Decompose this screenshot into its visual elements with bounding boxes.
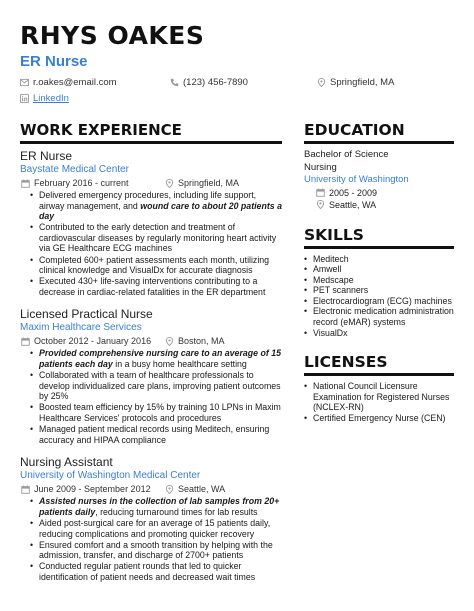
employer-name: Maxim Healthcare Services xyxy=(20,322,142,334)
job-bullet xyxy=(20,370,282,402)
job-meta xyxy=(20,483,282,495)
job-bullet xyxy=(20,424,282,445)
skill-item: • Electronic medication administration record (eMAR) systems xyxy=(304,306,454,327)
job-bullet xyxy=(20,348,282,369)
candidate-title: ER Nurse xyxy=(20,53,88,70)
bullet-text: Aided post-surgical care for an average of 15 patients daily, reducing complications and promoting quicker recovery xyxy=(39,517,271,539)
bullet-emphasis: Assisted nurses in the collection of lab samples from 20+ patients daily xyxy=(39,496,280,517)
bullet-text: Contributed to the early detection and treatment of cardiovascular diseases by regularly monitoring heart activity via GE Healthcare ECG machines xyxy=(39,222,277,254)
email-text[interactable]: r.oakes@email.com xyxy=(33,77,117,88)
bullet-emphasis: wound care to about 20 patients a day xyxy=(39,200,282,222)
job-bullet xyxy=(20,518,282,539)
employer-name: University of Washington Medical Center xyxy=(20,470,201,482)
bullet-text: Collaborated with a team of healthcare professionals to develop individualized care plans, improving patient outcomes by 25% xyxy=(39,370,281,402)
calendar-icon xyxy=(21,485,30,494)
job-title: Nursing Assistant xyxy=(20,455,113,470)
job-bullets xyxy=(20,348,282,445)
contact-email xyxy=(20,76,170,89)
bullet-text: Delivered emergency procedures, including life support, airway management, and xyxy=(39,190,257,211)
job-location: Springfield, MA xyxy=(178,178,240,188)
skills-list xyxy=(304,254,454,339)
left-column xyxy=(20,122,282,583)
contact-location xyxy=(317,76,394,89)
skills-heading: SKILLS xyxy=(304,227,454,249)
bullet-text: in a busy home healthcare setting xyxy=(112,359,247,370)
contact-row xyxy=(20,76,456,89)
location-text: Springfield, MA xyxy=(330,77,395,88)
right-column xyxy=(304,122,454,583)
job-meta xyxy=(20,177,282,189)
calendar-icon xyxy=(21,337,30,346)
job-entry xyxy=(20,149,282,297)
education-dates-row xyxy=(304,187,454,199)
phone-icon xyxy=(170,78,179,87)
education-location-row xyxy=(304,199,454,211)
job-bullet xyxy=(20,402,282,423)
job-bullets xyxy=(20,190,282,297)
calendar-icon xyxy=(21,179,30,188)
education-heading: EDUCATION xyxy=(304,122,454,144)
job-bullets xyxy=(20,496,282,582)
education-section xyxy=(304,122,454,211)
job-title: Licensed Practical Nurse xyxy=(20,307,153,322)
calendar-icon xyxy=(316,188,325,197)
job-bullet xyxy=(20,276,282,297)
job-list xyxy=(20,149,282,583)
skill-item: • VisualDx xyxy=(304,328,454,339)
map-pin-icon xyxy=(165,179,174,188)
map-pin-icon xyxy=(165,337,174,346)
school-name: University of Washington xyxy=(304,174,409,185)
job-location: Boston, MA xyxy=(178,336,225,347)
license-item: • National Council Licensure Examination for Registered Nurses (NCLEX-RN) xyxy=(304,381,454,413)
licenses-section xyxy=(304,354,454,423)
linkedin-link[interactable]: LinkedIn xyxy=(33,93,69,104)
skill-item: • Medscape xyxy=(304,275,454,286)
contact-phone xyxy=(170,76,317,89)
licenses-list xyxy=(304,381,454,423)
envelope-icon xyxy=(20,78,29,87)
bullet-text: Executed 430+ life-saving interventions contributing to a decrease in cardiac-related fatalities in the ER department xyxy=(39,276,266,297)
contact-linkedin xyxy=(20,93,456,104)
job-bullet xyxy=(20,255,282,276)
job-dates: June 2009 - September 2012 xyxy=(34,484,151,495)
job-entry xyxy=(20,307,282,445)
bullet-text: Ensured comfort and a smooth transition by helping with the admission, transfer, and discharge of 2700+ patients xyxy=(39,539,273,561)
linkedin-icon xyxy=(20,94,29,103)
degree: Bachelor of Science xyxy=(304,149,389,160)
bullet-text: Completed 600+ patient assessments each month, utilizing clinical knowledge and VisualDx for accurate diagnosis xyxy=(39,254,270,276)
education-entry xyxy=(304,149,454,211)
field-of-study: Nursing xyxy=(304,161,337,173)
bullet-text: Conducted regular patient rounds that led to quicker identification of patient needs and decreased wait times xyxy=(39,561,256,582)
map-pin-icon xyxy=(316,200,325,209)
job-location: Seattle, WA xyxy=(178,484,226,495)
bullet-emphasis: Provided comprehensive nursing care to an average of 15 patients each day xyxy=(39,348,282,370)
bullet-text: Boosted team efficiency by 15% by training 10 LPNs in Maxim Healthcare Services' protocols and procedures xyxy=(39,402,281,423)
bullet-text: , reducing turnaround times for lab results xyxy=(95,506,258,517)
job-bullet xyxy=(20,222,282,254)
education-dates: 2005 - 2009 xyxy=(329,187,378,198)
license-item: • Certified Emergency Nurse (CEN) xyxy=(304,413,454,424)
job-entry xyxy=(20,455,282,582)
job-bullet xyxy=(20,496,282,517)
bullet-text: Managed patient medical records using Meditech, ensuring accuracy and HIPAA compliance xyxy=(39,424,270,445)
work-experience-heading: WORK EXPERIENCE xyxy=(20,122,282,144)
education-location: Seattle, WA xyxy=(329,199,377,210)
job-bullet xyxy=(20,190,282,222)
job-dates: February 2016 - current xyxy=(34,178,129,188)
licenses-heading: LICENSES xyxy=(304,354,454,376)
map-pin-icon xyxy=(317,78,326,87)
job-title: ER Nurse xyxy=(20,149,73,163)
job-bullet xyxy=(20,561,282,582)
job-meta xyxy=(20,335,282,347)
skills-section xyxy=(304,227,454,339)
skill-item: • PET scanners xyxy=(304,285,454,296)
job-bullet xyxy=(20,540,282,561)
map-pin-icon xyxy=(165,485,174,494)
skill-item: • Meditech xyxy=(304,254,454,265)
candidate-name: RHYS OAKES xyxy=(20,21,205,50)
employer-name: Baystate Medical Center xyxy=(20,164,129,175)
phone-text: (123) 456-7890 xyxy=(183,77,248,88)
skill-item: • Amwell xyxy=(304,264,454,275)
content-columns xyxy=(20,122,456,583)
skill-item: • Electrocardiogram (ECG) machines xyxy=(304,296,454,307)
job-dates: October 2012 - January 2016 xyxy=(34,336,152,347)
